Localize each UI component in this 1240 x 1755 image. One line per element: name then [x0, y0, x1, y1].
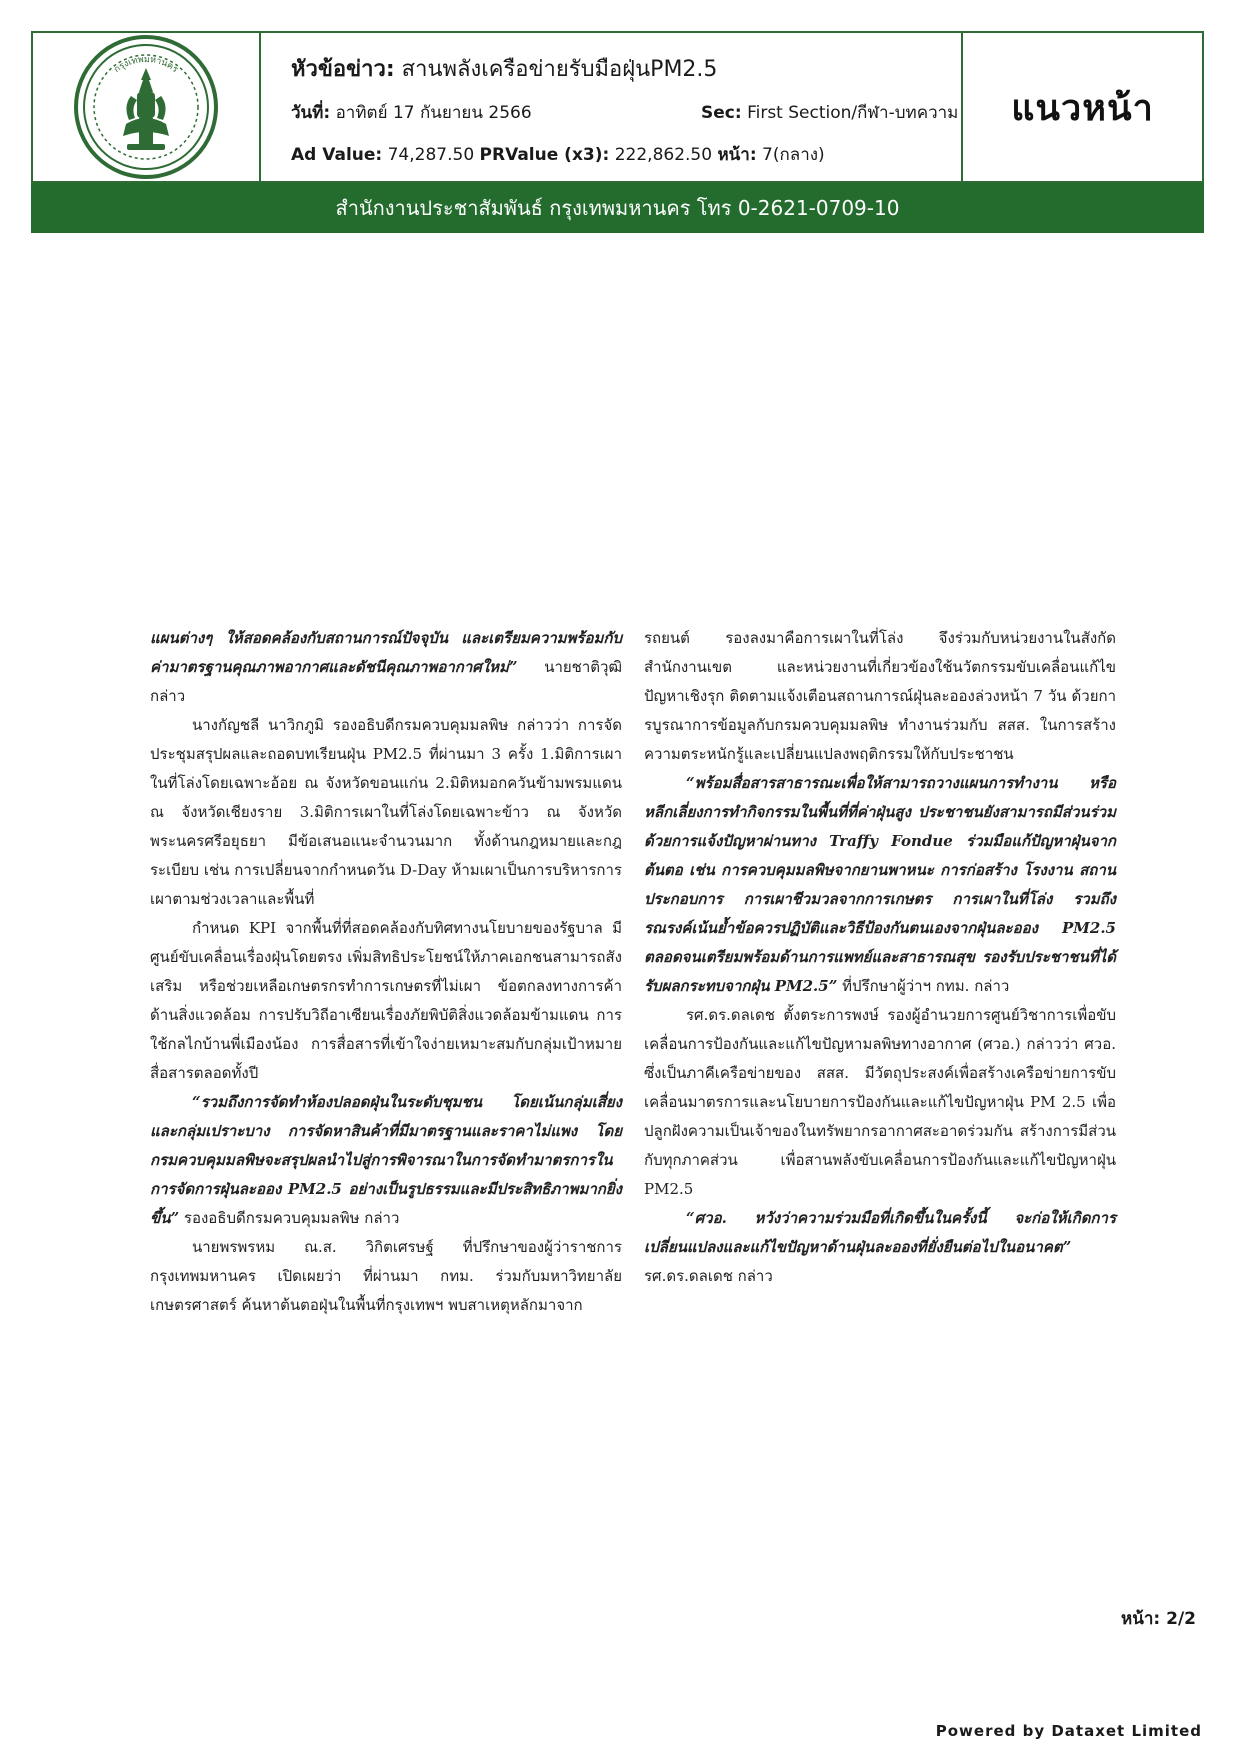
newspaper-cell: [963, 33, 1202, 181]
article-column-right: [644, 624, 1116, 1291]
article-paragraph: [644, 769, 1116, 1001]
newspaper-name: แนวหน้า: [1011, 87, 1154, 129]
section-value: First Section/กีฬา-บทความ: [747, 103, 959, 123]
quote-text: “พร้อมสื่อสารสาธารณะเพื่อให้สามารถวางแผนการทำงาน หรือหลีกเลี่ยงการทำกิจกรรมในพื้นที่ที่ค่าฝุ่นสูง ประชาชนยังสามารถมีส่วนร่วมด้วยการแจ้งปัญหาผ่านทาง Traffy Fondue ร่วมมือแก้ปัญหาฝุ่นจากต้นตอ เช่น การควบคุมมลพิษจากยานพาหนะ การก่อสร้าง โรงงาน สถานประกอบการ การเผาชีวมวลจากการเกษตร การเผาในที่โล่ง รวมถึงรณรงค์เน้นย้ำข้อควรปฏิบัติและวิธีป้องกันตนเองจากฝุ่นละออง PM2.5 ตลอดจนเตรียมพร้อมด้านการแพทย์และสาธารณสุข รองรับประชาชนที่ได้รับผลกระทบจากฝุ่น PM2.5”: [644, 774, 1116, 995]
paragraph-text: รศ.ดร.ดลเดช ตั้งตระการพงษ์ รองผู้อำนวยการศูนย์วิชาการเพื่อขับเคลื่อนการป้องกันและแก้ไขปัญหามลพิษทางอากาศ (ศวอ.) กล่าวว่า ศวอ. ซึ่งเป็นภาคีเครือข่ายของ สสส. มีวัตถุประสงค์เพื่อสร้างเครือข่ายการขับเคลื่อนมาตรการและนโยบายการป้องกันและแก้ไขปัญหาฝุ่น PM 2.5 เพื่อปลูกฝังความเป็นเจ้าของในทรัพยากรอากาศสะอาดร่วมกัน สร้างการมีส่วนกับทุกภาคส่วน เพื่อสานพลังขับเคลื่อนการป้องกันและแก้ไขปัญหาฝุ่น PM2.5: [644, 1006, 1116, 1198]
headline-text: สานพลังเครือข่ายรับมือฝุ่นPM2.5: [401, 57, 718, 82]
article-paragraph: [644, 624, 1116, 769]
clipping-header: [31, 31, 1204, 183]
article-paragraph: [150, 1233, 622, 1320]
attribution-text: รศ.ดร.ดลเดช กล่าว: [644, 1267, 773, 1285]
attribution-text: ที่ปรึกษาผู้ว่าฯ กทม. กล่าว: [837, 977, 1010, 995]
pr-value: 222,862.50: [614, 145, 713, 165]
paragraph-text: รถยนต์ รองลงมาคือการเผาในที่โล่ง จึงร่วมกับหน่วยงานในสังกัด สำนักงานเขต และหน่วยงานที่เกี่ยวข้องใช้นวัตกรรมขับเคลื่อนแก้ไขปัญหาเชิงรุก ติดตามแจ้งเตือนสถานการณ์ฝุ่นละอองล่วงหน้า 7 วัน ด้วยการบูรณาการข้อมูลกับกรมควบคุมมลพิษ ทำงานร่วมกับ สสส. ในการสร้างความตระหนักรู้และเปลี่ยนแปลงพฤติกรรมให้กับประชาชน: [644, 629, 1116, 763]
quote-text: “รวมถึงการจัดทำห้องปลอดฝุ่นในระดับชุมชน โดยเน้นกลุ่มเสี่ยงและกลุ่มเปราะบาง การจัดหาสินค้าที่มีมาตรฐานและราคาไม่แพง โดยกรมควบคุมมลพิษจะสรุปผลนำไปสู่การพิจารณาในการจัดทำมาตรการในการจัดการฝุ่นละออง PM2.5 อย่างเป็นรูปธรรมและมีประสิทธิภาพมากยิ่งขึ้น”: [150, 1093, 622, 1227]
ad-value: 74,287.50: [387, 145, 475, 165]
ad-value-label: Ad Value:: [291, 145, 383, 165]
paragraph-text: นายพรพรหม ณ.ส. วิกิตเศรษฐ์ ที่ปรึกษาของผู้ว่าราชการกรุงเทพมหานคร เปิดเผยว่า ที่ผ่านมา กทม. ร่วมกับมหาวิทยาลัยเกษตรศาสตร์ ค้นหาต้นตอฝุ่นในพื้นที่กรุงเทพฯ พบสาเหตุหลักมาจาก: [150, 1238, 622, 1314]
article-paragraph: [150, 1088, 622, 1233]
section-row: [701, 99, 961, 126]
headline-row: [291, 51, 717, 86]
article-paragraph: [150, 914, 622, 1088]
page-label: หน้า:: [717, 145, 757, 165]
article-paragraph: [644, 1001, 1116, 1204]
meta-cell: [261, 33, 963, 181]
article-paragraph: [644, 1204, 1116, 1291]
page-indicator: หน้า: 2/2: [1121, 1609, 1196, 1629]
value-row: [291, 141, 825, 168]
powered-by: Powered by Dataxet Limited: [935, 1722, 1202, 1740]
paragraph-text: กำหนด KPI จากพื้นที่ที่สอดคล้องกับทิศทางนโยบายของรัฐบาล มีศูนย์ขับเคลื่อนเรื่องฝุ่นโดยตรง เพิ่มสิทธิประโยชน์ให้ภาคเอกชนสามารถสังเสริม หรือช่วยเหลือเกษตรกรทำการเกษตรที่ไม่เผา ข้อตกลงทางการค้าด้านสิ่งแวดล้อม การปรับวิถีอาเซียนเรื่องภัยพิบัติสิ่งแวดล้อมข้ามแดน การใช้กลไกบ้านพี่เมืองน้อง การสื่อสารที่เข้าใจง่ายเหมาะสมกับกลุ่มเป้าหมาย สื่อสารตลอดทั้งปี: [150, 919, 622, 1082]
svg-text:กรุงเทพมหานคร: กรุงเทพมหานคร: [112, 54, 180, 76]
quote-text: แผนต่างๆ ให้สอดคล้องกับสถานการณ์ปัจจุบัน และเตรียมความพร้อมกับค่ามาตรฐานคุณภาพอากาศและดัชนีคุณภาพอากาศใหม่”: [150, 629, 622, 676]
attribution-text: รองอธิบดีกรมควบคุมมลพิษ กล่าว: [179, 1209, 400, 1227]
date-value: อาทิตย์ 17 กันยายน 2566: [335, 103, 532, 123]
logo-cell: [33, 33, 261, 181]
date-label: วันที่:: [291, 103, 331, 123]
date-row: [291, 99, 532, 126]
agency-contact-bar: [31, 183, 1204, 233]
section-label: Sec:: [701, 103, 742, 123]
article-body: [150, 624, 1120, 1324]
paragraph-text: นางกัญชลี นาวิกภูมิ รองอธิบดีกรมควบคุมมลพิษ กล่าวว่า การจัดประชุมสรุปผลและถอดบทเรียนฝุ่น PM2.5 ที่ผ่านมา 3 ครั้ง 1.มิติการเผาในที่โล่งโดยเฉพาะอ้อย ณ จังหวัดขอนแก่น 2.มิติหมอกควันข้ามพรมแดน ณ จังหวัดเชียงราย 3.มิติการเผาในที่โล่งโดยเฉพาะข้าว ณ จังหวัดพระนครศรีอยุธยา มีข้อเสนอแนะจำนวนมาก ทั้งด้านกฎหมายและกฎระเบียบ เช่น การเปลี่ยนจากกำหนดวัน D-Day ห้ามเผาเป็นการบริหารการเผาตามช่วงเวลาและพื้นที่: [150, 716, 622, 908]
article-paragraph: [150, 624, 622, 711]
headline-label: หัวข้อข่าว:: [291, 57, 395, 82]
pr-value-label: PRValue (x3):: [479, 145, 610, 165]
article-paragraph: [150, 711, 622, 914]
agency-contact-text: สำนักงานประชาสัมพันธ์ กรุงเทพมหานคร โทร 0-2621-0709-10: [335, 196, 900, 220]
attribution-text: นายชาติวุฒิ กล่าว: [150, 658, 622, 705]
quote-text: “ศวอ. หวังว่าความร่วมมือที่เกิดขึ้นในครั้งนี้ จะก่อให้เกิดการเปลี่ยนแปลงและแก้ไขปัญหาด้านฝุ่นละอองที่ยั่งยืนต่อไปในอนาคต”: [644, 1209, 1116, 1256]
page-value: 7(กลาง): [762, 145, 825, 165]
article-column-left: [150, 624, 622, 1320]
bangkok-seal-logo: [71, 32, 221, 182]
